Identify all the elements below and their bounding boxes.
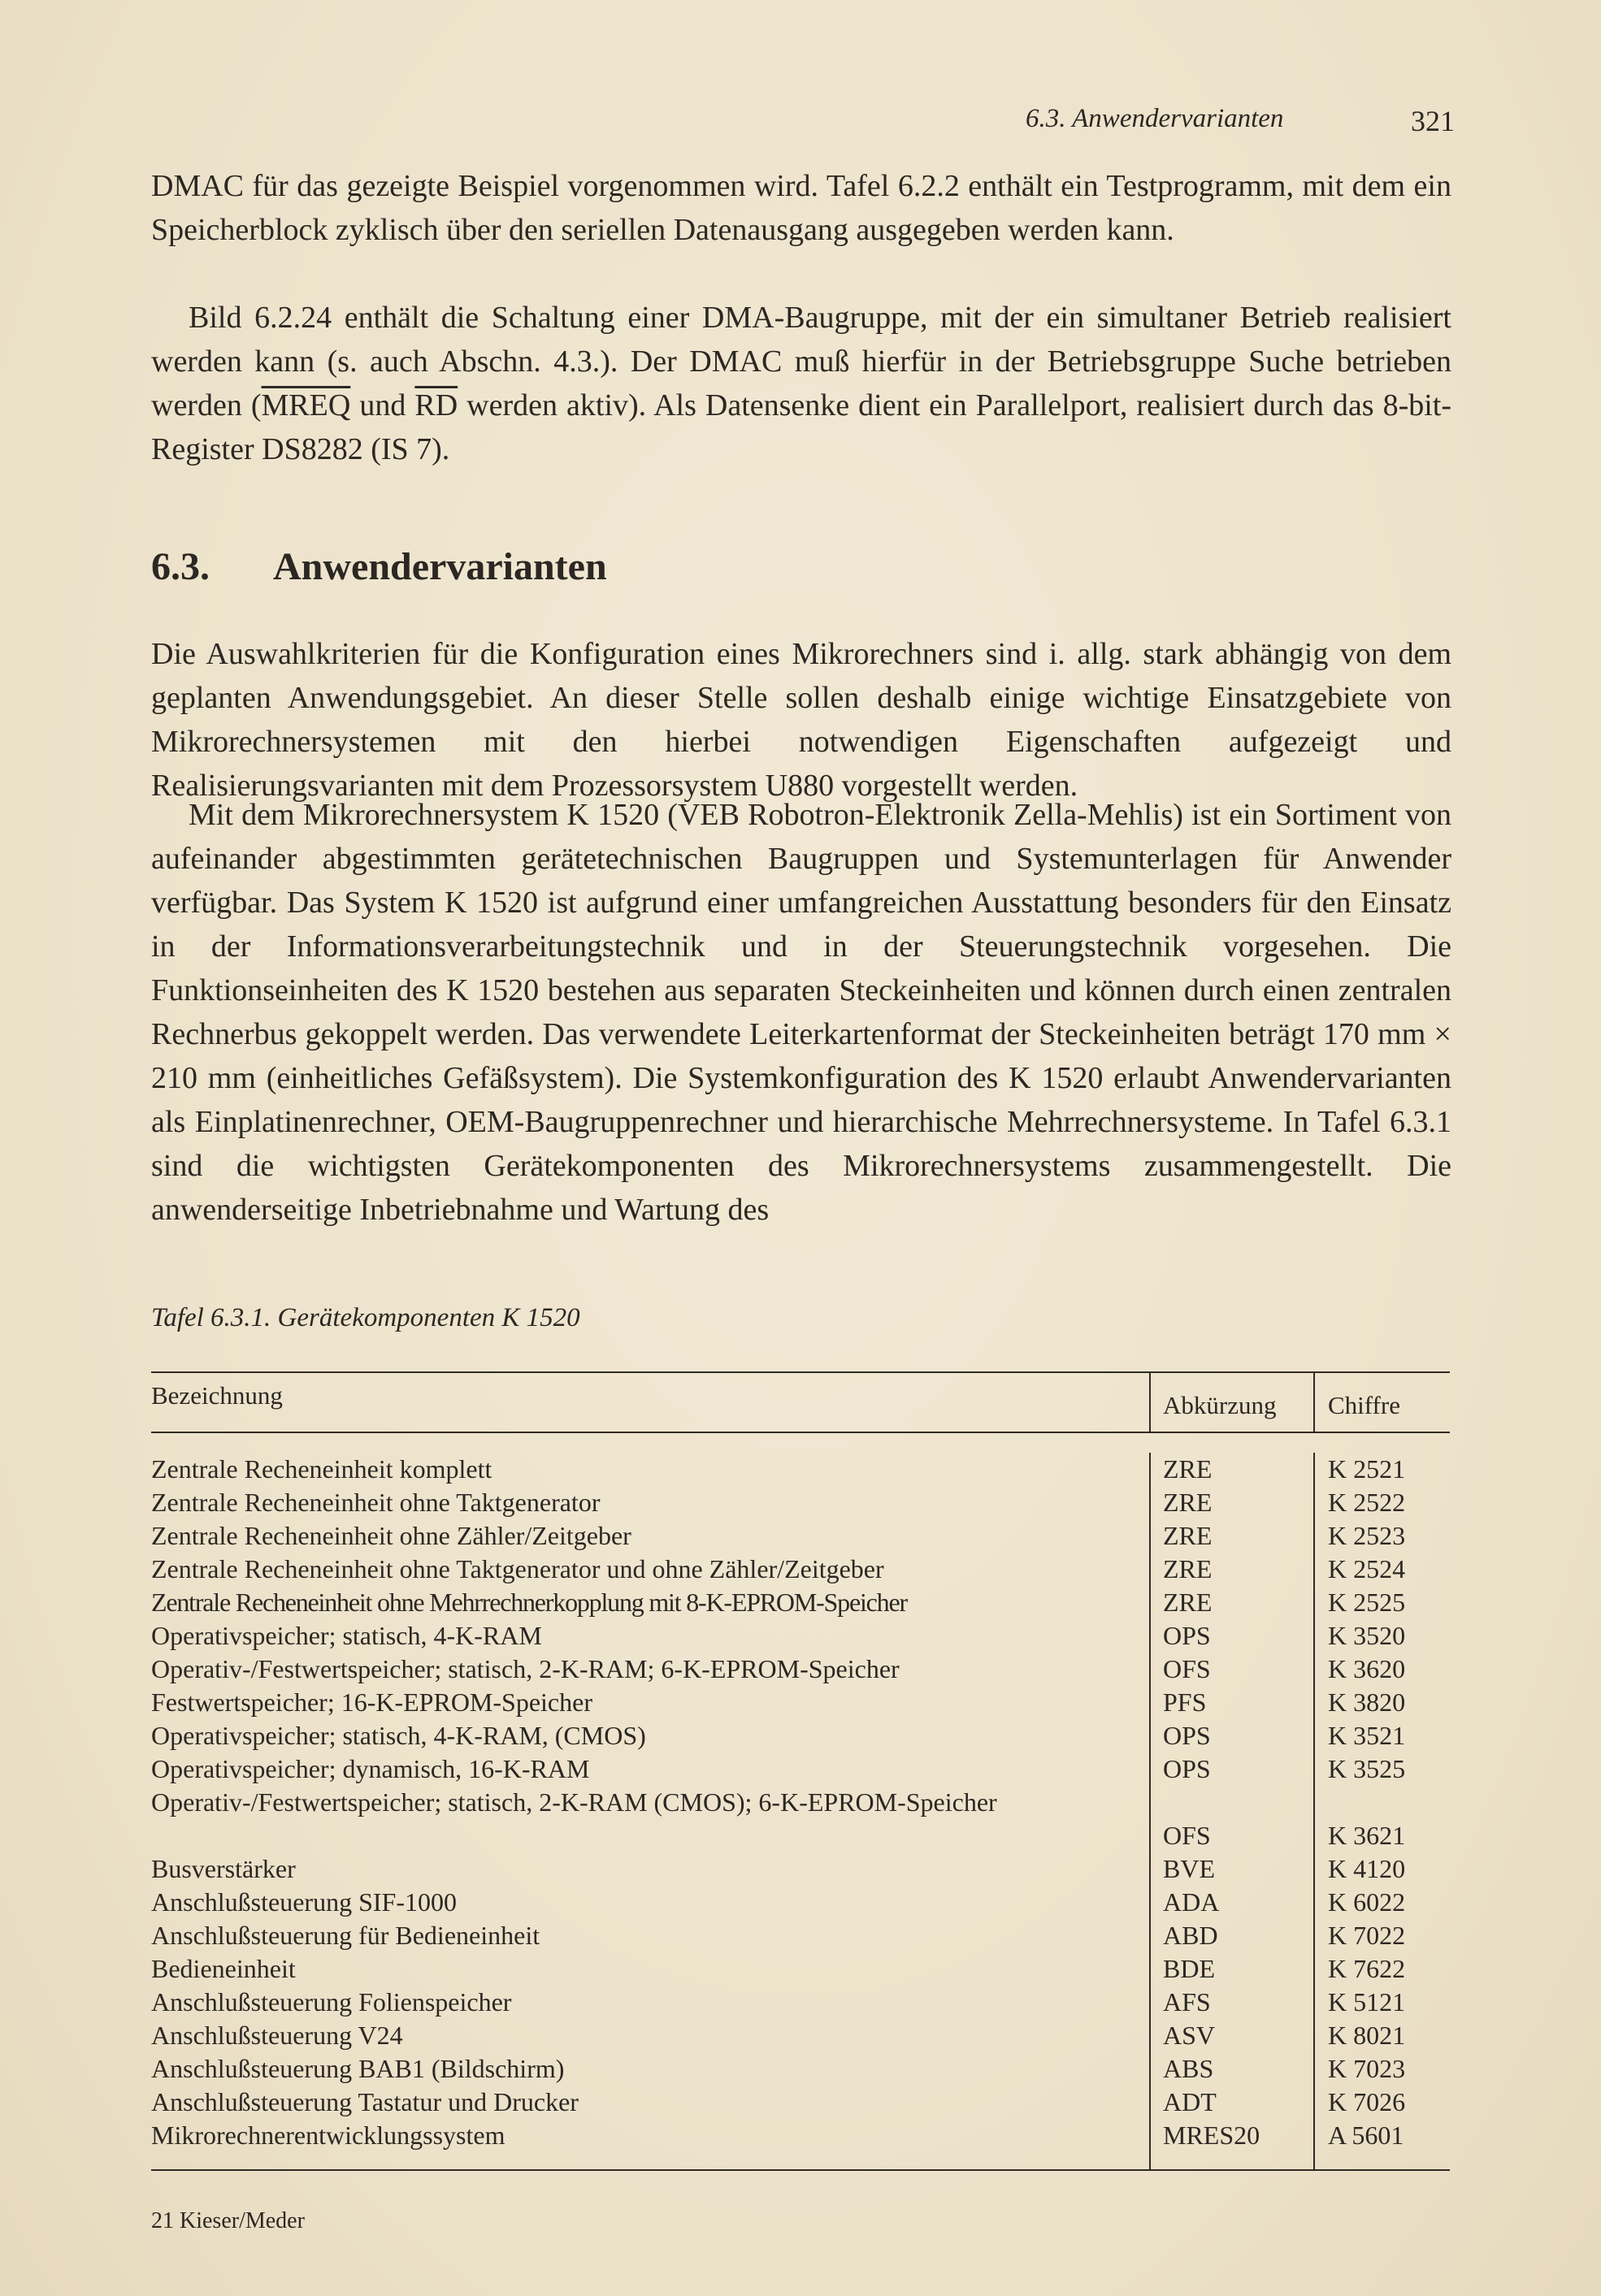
cell-abkuerzung: AFS bbox=[1163, 1987, 1211, 2017]
table-row bbox=[151, 1752, 1450, 1786]
cell-abkuerzung: ABS bbox=[1163, 2054, 1214, 2083]
cell-abkuerzung: MRES20 bbox=[1163, 2121, 1260, 2150]
cell-bezeichnung: Operativspeicher; dynamisch, 16-K-RAM bbox=[151, 1754, 590, 1783]
cell-abkuerzung: ZRE bbox=[1163, 1521, 1213, 1550]
cell-chiffre: K 3525 bbox=[1328, 1754, 1406, 1783]
table-row bbox=[151, 1719, 1450, 1752]
running-head bbox=[1026, 104, 1455, 137]
cell-bezeichnung: Zentrale Recheneinheit ohne Mehrrechnerkopplung mit 8-K-EPROM-Speicher bbox=[151, 1588, 907, 1617]
table-bottom-rule bbox=[151, 2169, 1450, 2171]
cell-abkuerzung: ZRE bbox=[1163, 1554, 1213, 1583]
table-row bbox=[151, 1686, 1450, 1719]
cell-chiffre: K 8021 bbox=[1328, 2021, 1406, 2050]
cell-abkuerzung: ZRE bbox=[1163, 1454, 1213, 1484]
table-row bbox=[151, 1919, 1450, 1952]
table-row bbox=[151, 1852, 1450, 1886]
cell-bezeichnung: Busverstärker bbox=[151, 1854, 296, 1883]
table-body bbox=[151, 1453, 1450, 2152]
cell-bezeichnung: Zentrale Recheneinheit ohne Taktgenerator bbox=[151, 1488, 601, 1517]
running-title: 6.3. Anwendervarianten bbox=[1026, 104, 1284, 133]
column-header-abkuerzung: Abkürzung bbox=[1163, 1391, 1277, 1419]
signal-rd: $\overline{RD}$ bbox=[414, 388, 458, 422]
cell-chiffre: K 2523 bbox=[1328, 1521, 1406, 1550]
cell-chiffre: K 3820 bbox=[1328, 1687, 1406, 1717]
cell-abkuerzung: BVE bbox=[1163, 1854, 1215, 1883]
cell-chiffre: K 3520 bbox=[1328, 1621, 1406, 1650]
cell-abkuerzung: ADT bbox=[1163, 2087, 1217, 2116]
paragraph-text: Bild 6.2.24 enthält die Schaltung einer DMA-Baugruppe, mit der ein simultaner Betrieb realisiert werden kann (s. auch Abschn. 4.3.). Der DMAC muß hierfür in der Betriebsgruppe Suche betrieben werden ( bbox=[151, 301, 1451, 422]
table-row bbox=[151, 1486, 1450, 1519]
cell-abkuerzung: ASV bbox=[1163, 2021, 1216, 2050]
table-row bbox=[151, 2119, 1450, 2152]
cell-abkuerzung: ZRE bbox=[1163, 1488, 1213, 1517]
cell-chiffre: K 2524 bbox=[1328, 1554, 1406, 1583]
cell-chiffre: K 2521 bbox=[1328, 1454, 1406, 1484]
paragraph-auswahlkriterien: Die Auswahlkriterien für die Konfiguration eines Mikrorechners sind i. allg. stark abhängig von dem geplanten Anwendungsgebiet. An dieser Stelle sollen deshalb einige wichtige Einsatzgebiete von Mikrorechnersystemen mit den hierbei notwendigen Eigenschaften aufgezeigt und Realisierungsvarianten mit dem Prozessorsystem U880 vorgestellt werden. bbox=[151, 637, 1451, 803]
cell-abkuerzung: PFS bbox=[1163, 1687, 1207, 1717]
table-row bbox=[151, 1986, 1450, 2019]
table-row bbox=[151, 1952, 1450, 1986]
cell-bezeichnung: Anschlußsteuerung SIF-1000 bbox=[151, 1887, 457, 1917]
cell-chiffre: K 3621 bbox=[1328, 1821, 1406, 1850]
cell-abkuerzung: BDE bbox=[1163, 1954, 1215, 1983]
cell-chiffre: K 7023 bbox=[1328, 2054, 1406, 2083]
cell-bezeichnung: Zentrale Recheneinheit komplett bbox=[151, 1454, 492, 1484]
cell-chiffre: K 4120 bbox=[1328, 1854, 1406, 1883]
cell-abkuerzung: ZRE bbox=[1163, 1588, 1213, 1617]
table-caption: Tafel 6.3.1. Gerätekomponenten K 1520 bbox=[151, 1303, 580, 1332]
cell-chiffre: K 2525 bbox=[1328, 1588, 1406, 1617]
cell-chiffre: K 3620 bbox=[1328, 1654, 1406, 1683]
cell-abkuerzung: OPS bbox=[1163, 1754, 1211, 1783]
column-header-bezeichnung: Bezeichnung bbox=[151, 1381, 283, 1410]
cell-bezeichnung: Anschlußsteuerung Tastatur und Drucker bbox=[151, 2087, 579, 2116]
column-header-chiffre: Chiffre bbox=[1328, 1391, 1400, 1419]
cell-abkuerzung: OPS bbox=[1163, 1621, 1211, 1650]
cell-bezeichnung: Operativ-/Festwertspeicher; statisch, 2-K-RAM (CMOS); 6-K-EPROM-Speicher bbox=[151, 1787, 997, 1817]
table-row bbox=[151, 1553, 1450, 1586]
table-top-rule bbox=[151, 1371, 1450, 1373]
table-row bbox=[151, 1653, 1450, 1686]
section-title: Anwendervarianten bbox=[273, 545, 607, 588]
section-heading bbox=[151, 544, 607, 589]
cell-abkuerzung: OFS bbox=[1163, 1821, 1211, 1850]
cell-bezeichnung: Mikrorechnerentwicklungssystem bbox=[151, 2121, 505, 2150]
page-footer: 21 Kieser/Meder bbox=[151, 2208, 305, 2233]
cell-chiffre: K 7026 bbox=[1328, 2087, 1406, 2116]
paragraph-k1520: Mit dem Mikrorechnersystem K 1520 (VEB Robotron-Elektronik Zella-Mehlis) ist ein Sortiment von aufeinander abgestimmten gerätetechnischen Baugruppen und Systemunterlagen für Anwender verfügbar. Das System K 1520 ist aufgrund einer umfangreichen Ausstattung besonders für den Einsatz in der Informationsverarbeitungstechnik und in der Steuerungstechnik vorgesehen. Die Funktionseinheiten des K 1520 bestehen aus separaten Steckeinheiten und können durch einen zentralen Rechnerbus gekoppelt werden. Das verwendete Leiterkartenformat der Steckeinheiten beträgt 170 mm × 210 mm (einheitliches Gefäßsystem). Die Systemkonfiguration des K 1520 erlaubt Anwendervarianten als Einplatinenrechner, OEM-Baugruppenrechner und hierarchische Mehrrechnersysteme. In Tafel 6.3.1 sind die wichtigsten Gerätekomponenten des Mikrorechnersystems zusammengestellt. Die anwenderseitige Inbetriebnahme und Wartung des bbox=[151, 798, 1451, 1227]
cell-abkuerzung: ADA bbox=[1163, 1887, 1220, 1917]
cell-bezeichnung: Operativspeicher; statisch, 4-K-RAM, (CMOS) bbox=[151, 1721, 646, 1750]
table-row bbox=[151, 2052, 1450, 2086]
cell-abkuerzung: OPS bbox=[1163, 1721, 1211, 1750]
cell-chiffre: K 2522 bbox=[1328, 1488, 1406, 1517]
table-row bbox=[151, 1619, 1450, 1653]
cell-bezeichnung: Festwertspeicher; 16-K-EPROM-Speicher bbox=[151, 1687, 592, 1717]
paragraph-dmac-testprogram: DMAC für das gezeigte Beispiel vorgenommen wird. Tafel 6.2.2 enthält ein Testprogramm, mit dem ein Speicherblock zyklisch über den seriellen Datenausgang ausgegeben werden kann. bbox=[151, 169, 1451, 247]
paragraph-dma-baugruppe bbox=[151, 296, 1451, 471]
cell-abkuerzung: OFS bbox=[1163, 1654, 1211, 1683]
cell-bezeichnung: Anschlußsteuerung für Bedieneinheit bbox=[151, 1921, 540, 1950]
cell-chiffre: K 3521 bbox=[1328, 1721, 1406, 1750]
cell-chiffre: K 6022 bbox=[1328, 1887, 1406, 1917]
section-number: 6.3. bbox=[151, 545, 210, 588]
cell-chiffre: A 5601 bbox=[1328, 2121, 1404, 2150]
table-row bbox=[151, 1519, 1450, 1553]
paragraph-text: werden aktiv). Als Datensenke dient ein Parallelport, realisiert durch das 8-bit-Register DS8282 (IS 7). bbox=[151, 388, 1451, 466]
table-row bbox=[151, 1786, 1450, 1852]
table-row bbox=[151, 2086, 1450, 2119]
cell-bezeichnung: Anschlußsteuerung V24 bbox=[151, 2021, 403, 2050]
cell-chiffre: K 7022 bbox=[1328, 1921, 1406, 1950]
cell-bezeichnung: Operativ-/Festwertspeicher; statisch, 2-K-RAM; 6-K-EPROM-Speicher bbox=[151, 1654, 900, 1683]
cell-chiffre: K 7622 bbox=[1328, 1954, 1406, 1983]
column-divider bbox=[1313, 1371, 1315, 1432]
cell-bezeichnung: Zentrale Recheneinheit ohne Zähler/Zeitgeber bbox=[151, 1521, 631, 1550]
table-row bbox=[151, 1453, 1450, 1486]
column-divider bbox=[1149, 1371, 1151, 1432]
cell-bezeichnung: Anschlußsteuerung BAB1 (Bildschirm) bbox=[151, 2054, 565, 2083]
cell-abkuerzung: ABD bbox=[1163, 1921, 1218, 1950]
table-row bbox=[151, 2019, 1450, 2052]
table-row bbox=[151, 1886, 1450, 1919]
cell-bezeichnung: Zentrale Recheneinheit ohne Taktgenerator und ohne Zähler/Zeitgeber bbox=[151, 1554, 884, 1583]
cell-bezeichnung: Operativspeicher; statisch, 4-K-RAM bbox=[151, 1621, 542, 1650]
table-header-rule bbox=[151, 1432, 1450, 1433]
page-number: 321 bbox=[1411, 105, 1455, 137]
paragraph-text: und bbox=[350, 388, 415, 422]
cell-bezeichnung: Bedieneinheit bbox=[151, 1954, 296, 1983]
table-row bbox=[151, 1586, 1450, 1619]
signal-mreq: MREQ bbox=[261, 388, 351, 422]
cell-bezeichnung: Anschlußsteuerung Folienspeicher bbox=[151, 1987, 512, 2017]
cell-chiffre: K 5121 bbox=[1328, 1987, 1406, 2017]
